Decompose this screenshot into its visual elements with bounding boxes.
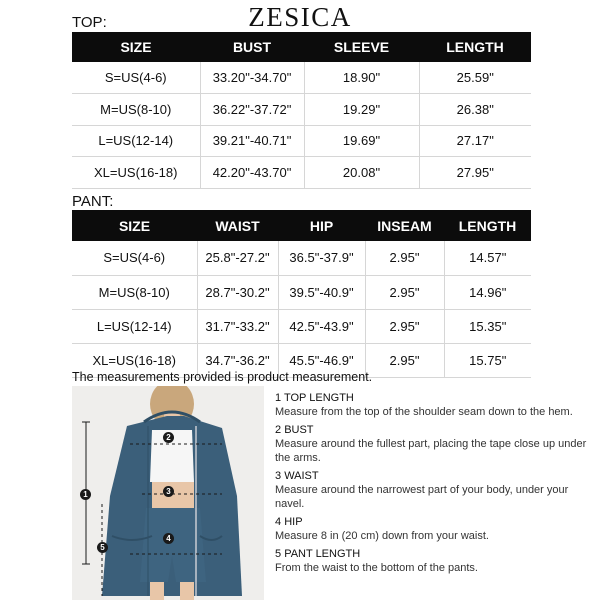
table-row bbox=[72, 62, 531, 94]
measurement-note: The measurements provided is product measurement. bbox=[72, 370, 373, 384]
table-cell: 26.38" bbox=[419, 94, 531, 126]
column-header: SIZE bbox=[72, 32, 200, 62]
brand-logo: ZESICA bbox=[248, 2, 352, 32]
table-cell: 18.90" bbox=[304, 62, 419, 94]
column-header: BUST bbox=[200, 32, 304, 62]
table-cell: 2.95" bbox=[365, 343, 444, 377]
table-cell: 25.59" bbox=[419, 62, 531, 94]
table-row bbox=[72, 241, 531, 275]
table-cell: L=US(12-14) bbox=[72, 125, 200, 157]
table-row bbox=[72, 275, 531, 309]
table-cell: S=US(4-6) bbox=[72, 62, 200, 94]
table-cell: 27.17" bbox=[419, 125, 531, 157]
guide-item-pant-length bbox=[275, 548, 595, 575]
table-cell: 39.21"-40.71" bbox=[200, 125, 304, 157]
top-section-label: TOP: bbox=[72, 14, 107, 31]
table-cell: 20.08" bbox=[304, 157, 419, 189]
table-cell: 19.69" bbox=[304, 125, 419, 157]
table-cell: 14.96" bbox=[444, 275, 531, 309]
table-row bbox=[72, 157, 531, 189]
table-cell: 42.20"-43.70" bbox=[200, 157, 304, 189]
marker-waist: 3 bbox=[163, 486, 174, 497]
guide-number: 5 bbox=[275, 548, 282, 560]
table-header-row bbox=[72, 32, 531, 62]
guide-number: 3 bbox=[275, 470, 282, 482]
table-cell: 14.57" bbox=[444, 241, 531, 275]
guide-number: 4 bbox=[275, 516, 282, 528]
table-cell: 42.5"-43.9" bbox=[278, 309, 365, 343]
table-cell: XL=US(16-18) bbox=[72, 157, 200, 189]
marker-pant-length: 5 bbox=[97, 542, 108, 553]
table-cell: 15.35" bbox=[444, 309, 531, 343]
marker-top-length: 1 bbox=[80, 489, 91, 500]
column-header: HIP bbox=[278, 210, 365, 241]
table-cell: 15.75" bbox=[444, 343, 531, 377]
table-cell: 19.29" bbox=[304, 94, 419, 126]
table-cell: 36.5"-37.9" bbox=[278, 241, 365, 275]
table-row bbox=[72, 125, 531, 157]
table-cell: 2.95" bbox=[365, 275, 444, 309]
table-cell: 36.22"-37.72" bbox=[200, 94, 304, 126]
table-cell: 2.95" bbox=[365, 309, 444, 343]
table-cell: L=US(12-14) bbox=[72, 309, 197, 343]
guide-text: Measure from the top of the shoulder seam down to the hem. bbox=[275, 406, 573, 418]
table-cell: 34.7"-36.2" bbox=[197, 343, 278, 377]
guide-item-waist bbox=[275, 470, 595, 511]
guide-number: 2 bbox=[275, 424, 282, 436]
column-header: SIZE bbox=[72, 210, 197, 241]
column-header: LENGTH bbox=[444, 210, 531, 241]
table-cell: 25.8"-27.2" bbox=[197, 241, 278, 275]
column-header: INSEAM bbox=[365, 210, 444, 241]
pant-section-label: PANT: bbox=[72, 193, 114, 210]
table-cell: S=US(4-6) bbox=[72, 241, 197, 275]
guide-item-bust bbox=[275, 424, 595, 465]
guide-title: PANT LENGTH bbox=[284, 548, 361, 560]
table-header-row bbox=[72, 210, 531, 241]
column-header: SLEEVE bbox=[304, 32, 419, 62]
marker-bust: 2 bbox=[163, 432, 174, 443]
table-cell: 31.7"-33.2" bbox=[197, 309, 278, 343]
table-cell: 28.7"-30.2" bbox=[197, 275, 278, 309]
guide-number: 1 bbox=[275, 392, 282, 404]
table-cell: 27.95" bbox=[419, 157, 531, 189]
guide-text: Measure around the narrowest part of your body, under your navel. bbox=[275, 484, 569, 510]
pant-size-table bbox=[72, 210, 531, 378]
marker-hip: 4 bbox=[163, 533, 174, 544]
guide-text: From the waist to the bottom of the pants. bbox=[275, 562, 478, 574]
column-header: LENGTH bbox=[419, 32, 531, 62]
guide-text: Measure around the fullest part, placing the tape close up under the arms. bbox=[275, 438, 587, 464]
table-cell: 2.95" bbox=[365, 241, 444, 275]
guide-title: WAIST bbox=[284, 470, 319, 482]
guide-item-hip bbox=[275, 516, 595, 543]
measurement-guide bbox=[275, 392, 595, 580]
table-cell: 39.5"-40.9" bbox=[278, 275, 365, 309]
table-cell: 33.20"-34.70" bbox=[200, 62, 304, 94]
top-size-table bbox=[72, 32, 531, 189]
table-cell: M=US(8-10) bbox=[72, 94, 200, 126]
guide-title: BUST bbox=[284, 424, 314, 436]
guide-item-top-length bbox=[275, 392, 595, 419]
table-cell: XL=US(16-18) bbox=[72, 343, 197, 377]
table-row bbox=[72, 309, 531, 343]
table-cell: 45.5"-46.9" bbox=[278, 343, 365, 377]
model-photo bbox=[72, 386, 264, 600]
table-row bbox=[72, 94, 531, 126]
guide-title: HIP bbox=[284, 516, 303, 528]
guide-text: Measure 8 in (20 cm) down from your waist. bbox=[275, 530, 489, 542]
column-header: WAIST bbox=[197, 210, 278, 241]
table-cell: M=US(8-10) bbox=[72, 275, 197, 309]
guide-title: TOP LENGTH bbox=[283, 392, 354, 404]
